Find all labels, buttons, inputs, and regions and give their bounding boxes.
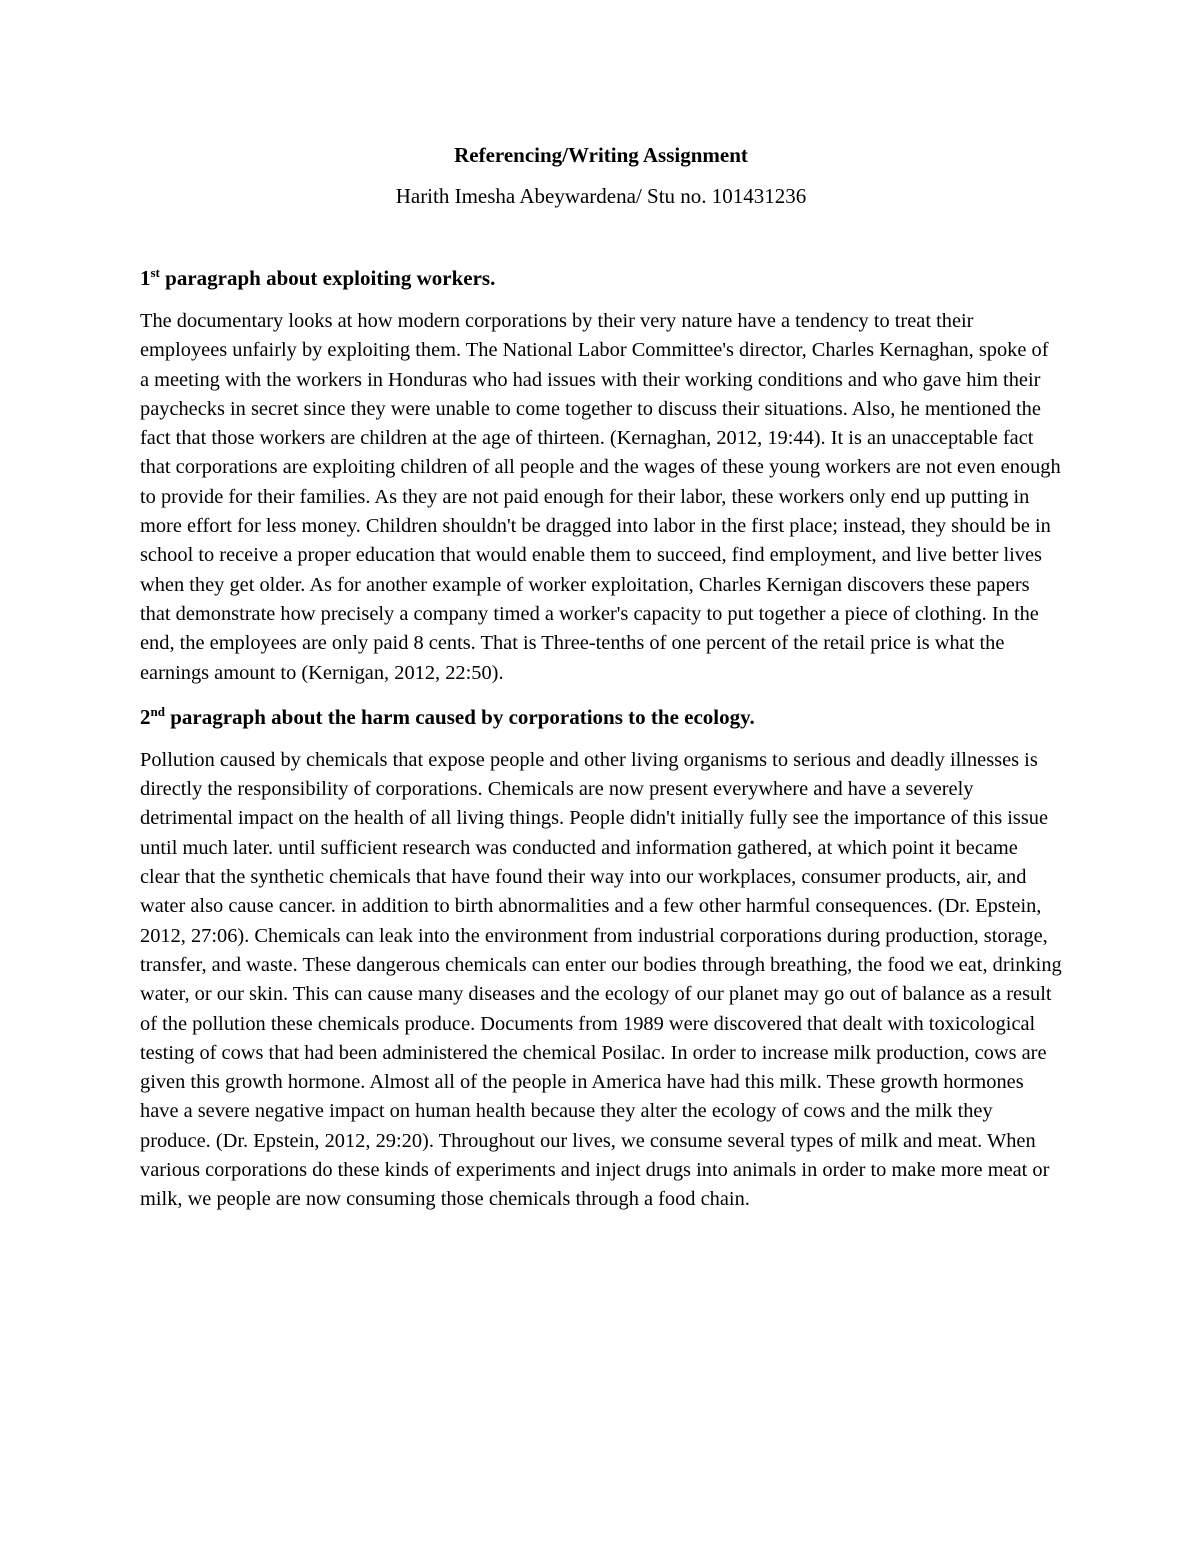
heading-text: paragraph about exploiting workers. — [159, 266, 496, 290]
heading-number: 2 — [140, 704, 151, 729]
author-line: Harith Imesha Abeywardena/ Stu no. 101431236 — [395, 184, 807, 208]
section-exploiting-workers — [140, 263, 1062, 688]
heading-ordinal-suffix: nd — [150, 703, 165, 719]
section-ecology-harm — [140, 702, 1062, 1215]
document-page — [140, 140, 1062, 1229]
section-heading — [140, 702, 1062, 732]
section-heading — [140, 263, 1062, 293]
heading-number: 1 — [140, 266, 151, 290]
heading-ordinal-suffix: st — [150, 265, 160, 280]
heading-text: paragraph about the harm caused by corporations to the ecology. — [164, 704, 755, 729]
section-body-paragraph: The documentary looks at how modern corporations by their very nature have a tendency to treat their employees unfairly by exploiting them. The National Labor Committee's director, Charles Kernaghan, spoke of a meeting with the workers in Honduras who had issues with their working conditions and who gave him their paychecks in secret since they were unable to come together to discuss their situations. Also, he mentioned the fact that those workers are children at the age of thirteen. (Kernaghan, 2012, 19:44). It is an unacceptable fact that corporations are exploiting children of all people and the wages of these young workers are not even enough to provide for their families. As they are not paid enough for their labor, these workers only end up putting in more effort for less money. Children shouldn't be dragged into labor in the first place; instead, they should be in school to receive a proper education that would enable them to succeed, find employment, and live better lives when they get older. As for another example of worker exploitation, Charles Kernigan discovers these papers that demonstrate how precisely a company timed a worker's capacity to put together a piece of clothing. In the end, the employees are only paid 8 cents. That is Three-tenths of one percent of the retail price is what the earnings amount to (Kernigan, 2012, 22:50). — [140, 310, 1061, 684]
section-body-paragraph: Pollution caused by chemicals that expose people and other living organisms to serious and deadly illnesses is directly the responsibility of corporations. Chemicals are now present everywhere and have a severely detrimental impact on the health of all living things. People didn't initially fully see the importance of this issue until much later. until sufficient research was conducted and information gathered, at which point it became clear that the synthetic chemicals that have found their way into our workplaces, consumer products, air, and water also cause cancer. in addition to birth abnormalities and a few other harmful consequences. (Dr. Epstein, 2012, 27:06). Chemicals can leak into the environment from industrial corporations during production, storage, transfer, and waste. These dangerous chemicals can enter our bodies through breathing, the food we eat, drinking water, or our skin. This can cause many diseases and the ecology of our planet may go out of balance as a result of the pollution these chemicals produce. Documents from 1989 were discovered that dealt with toxicological testing of cows that had been administered the chemical Posilac. In order to increase milk production, cows are given this growth hormone. Almost all of the people in America have had this milk. These growth hormones have a severe negative impact on human health because they alter the ecology of cows and the milk they produce. (Dr. Epstein, 2012, 29:20). Throughout our lives, we consume several types of milk and meat. When various corporations do these kinds of experiments and inject drugs into animals in order to make more meat or milk, we people are now consuming those chemicals through a food chain. — [140, 748, 1062, 1211]
document-title: Referencing/Writing Assignment — [454, 143, 748, 167]
